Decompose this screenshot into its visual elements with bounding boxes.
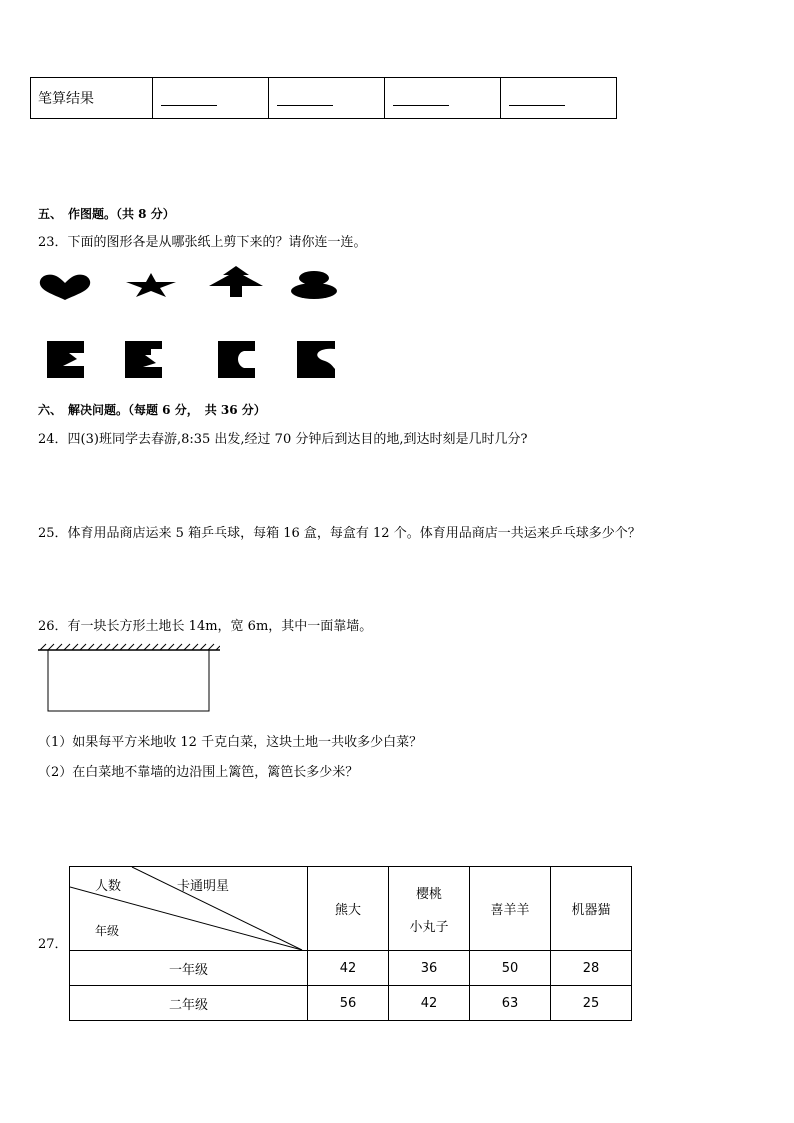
header-people-label: 人数 [95, 879, 122, 894]
table-cell: 42 [389, 986, 470, 1020]
column-header-doraemon: 机器猫 [551, 867, 632, 951]
table-row [31, 78, 617, 119]
diagonal-header-cell [70, 867, 308, 951]
row-grade-label: 一年级 [70, 951, 308, 986]
table-cell: 63 [501, 995, 519, 1011]
column-header-xiyangyang: 喜羊羊 [490, 903, 530, 918]
column-header-maruko: 小丸子 [409, 919, 449, 935]
table-cell: 56 [308, 986, 389, 1021]
table-cell: 36 [389, 951, 470, 985]
wall-field-diagram [38, 643, 220, 713]
section-6-title: 六、 解决问题。（每题 6 分， 共 36 分） [38, 403, 266, 417]
table-cell: 28 [551, 951, 632, 986]
calc-result-table [30, 77, 617, 119]
question-23: 23．下面的图形各是从哪张纸上剪下来的？请你连一连。 [38, 235, 367, 250]
table-cell-group [389, 951, 551, 986]
column-header-cherry-maruko [389, 867, 470, 950]
table-header-row [70, 867, 632, 951]
section-5-title: 五、 作图题。（共 8 分） [38, 207, 175, 221]
question-26: 26．有一块长方形土地长 14m，宽 6m，其中一面靠墙。 [38, 619, 373, 634]
heart-icon [38, 274, 92, 300]
column-header-group [389, 867, 551, 951]
table-cell: 25 [551, 986, 632, 1021]
paper-cutout-zigzag-icon [47, 341, 84, 378]
table-row [70, 986, 632, 1021]
tree-icon [209, 266, 263, 297]
cartoon-stats-table [69, 866, 632, 1021]
paper-cutout-step-icon [125, 341, 162, 378]
table-cell-group [389, 986, 551, 1021]
gourd-icon [291, 271, 337, 299]
header-grade-label: 年级 [95, 924, 120, 938]
table-row [70, 951, 632, 986]
calc-result-label: 笔算结果 [31, 78, 153, 119]
column-header-cherry: 樱桃 [415, 886, 442, 902]
table-cell: 42 [308, 951, 389, 986]
question-26-part-1: （1）如果每平方米地收 12 千克白菜，这块土地一共收多少白菜？ [38, 735, 423, 750]
question-24: 24．四(3)班同学去春游,8:35 出发,经过 70 分钟后到达目的地,到达时刻是几时几分? [38, 432, 528, 447]
column-header-xiongda: 熊大 [308, 867, 389, 951]
answer-blank[interactable] [153, 78, 269, 119]
answer-blank[interactable] [269, 78, 385, 119]
paper-cutout-wave-icon [297, 341, 335, 378]
paper-cutout-round-icon [218, 341, 255, 378]
answer-blank[interactable] [385, 78, 501, 119]
star-icon [126, 273, 176, 297]
question-27-number: 27． [38, 937, 68, 952]
question-26-part-2: （2）在白菜地不靠墙的边沿围上篱笆，篱笆长多少米？ [38, 765, 359, 780]
question-25: 25．体育用品商店运来 5 箱乒乓球，每箱 16 盒，每盒有 12 个。体育用品商店一共运来乒乓球多少个？ [38, 526, 641, 541]
table-cell: 50 [501, 960, 519, 976]
answer-blank[interactable] [501, 78, 617, 119]
row-grade-label: 二年级 [70, 986, 308, 1021]
header-cartoon-star-label: 卡通明星 [177, 879, 230, 894]
